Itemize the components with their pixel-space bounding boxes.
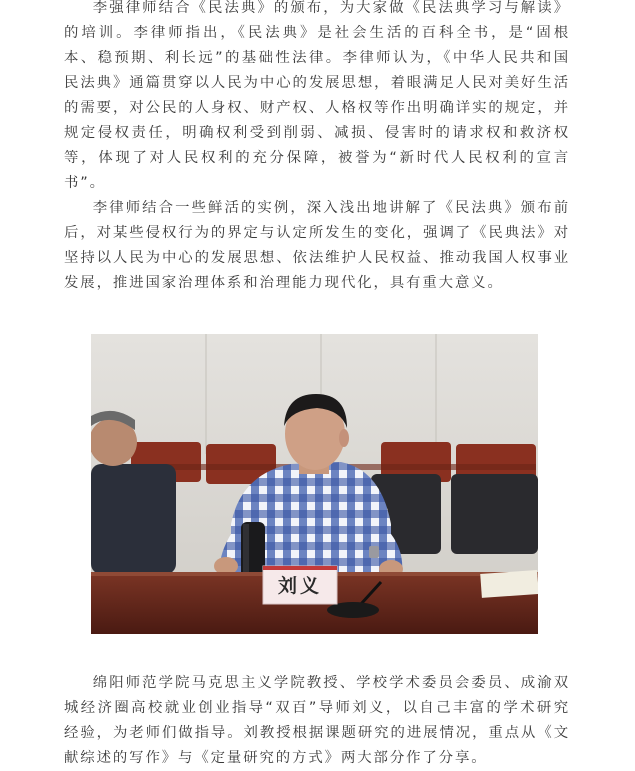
paragraph-3: 绵阳师范学院马克思主义学院教授、学校学术委员会委员、成渝双城经济圈高校就业创业指导“双百”导师刘义，以自己丰富的学术研究经验，为老师们做指导。刘教授根据课题研究的进展情况，重点从《文献综述的写作》与《定量研究的方式》两大部分作了分享。 <box>64 675 570 766</box>
name-card-text: 刘义 <box>277 575 322 597</box>
paragraph-2: 李律师结合一些鲜活的实例，深入浅出地讲解了《民法典》颁布前后，对某些侵权行为的界定与认定所发生的变化，强调了《民典法》对坚持以人民为中心的发展思想、依法维护人民权益、推动我国人权事业发展，推进国家治理体系和治理能力现代化，具有重大意义。 <box>64 200 570 291</box>
paragraph-1: 李强律师结合《民法典》的颁布，为大家做《民法典学习与解读》的培训。李律师指出，《民法典》是社会生活的百科全书，是“固根本、稳预期、利长远”的基础性法律。李律师认为，《中华人民共和国民法典》通篇贯穿以人民为中心的发展思想，着眼满足人民对美好生活的需要，对公民的人身权、财产权、人格权等作出明确详实的规定，并规定侵权责任，明确权利受到削弱、减损、侵害时的请求权和救济权等，体现了对人民权利的充分保障，被誉为“新时代人民权利的宣言书”。 <box>64 0 570 191</box>
article-bottom <box>64 671 570 771</box>
article-top <box>64 0 570 296</box>
document-paper <box>480 570 538 598</box>
meeting-photo <box>91 334 538 634</box>
